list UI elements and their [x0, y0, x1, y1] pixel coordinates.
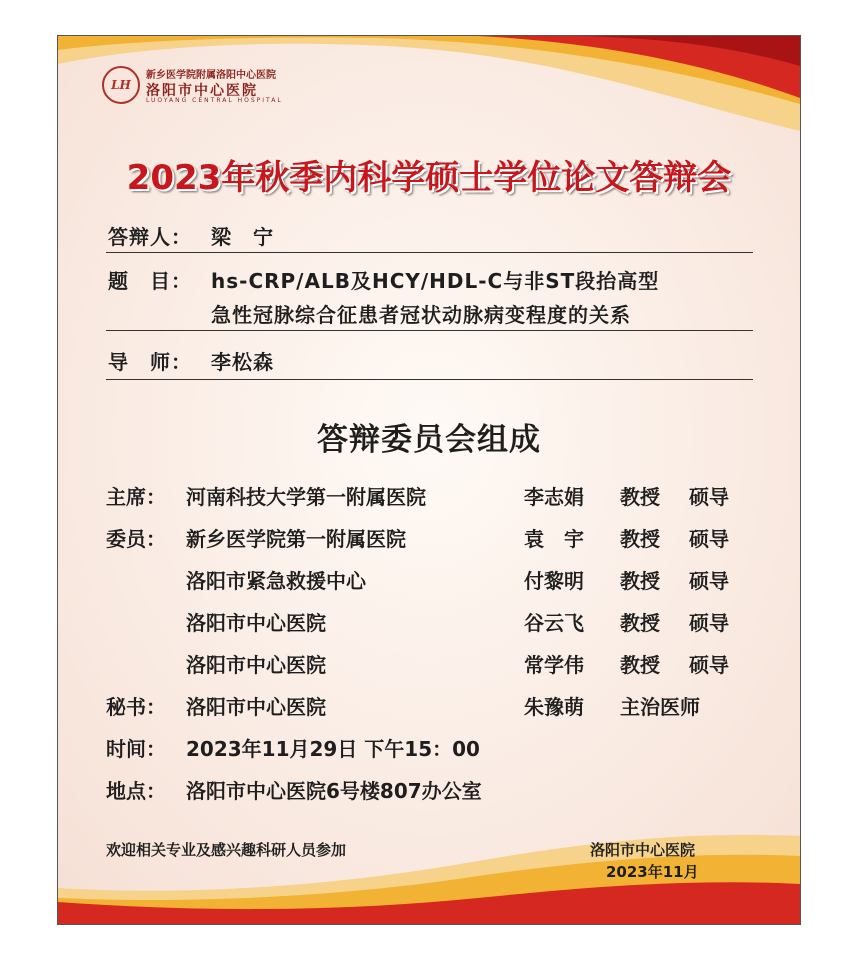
member-organization: 新乡医学院第一附属医院	[186, 527, 406, 551]
divider-1	[106, 252, 753, 253]
divider-3	[106, 379, 753, 380]
topic-line-2: 急性冠脉综合征患者冠状动脉病变程度的关系	[211, 303, 631, 327]
logo-text-line2: 洛阳市中心医院	[146, 83, 258, 99]
time-label: 时间：	[106, 737, 166, 761]
member-name: 袁 宇	[524, 527, 584, 551]
defender-label: 答辩人：	[108, 225, 192, 249]
committee-heading: 答辩委员会组成	[317, 422, 541, 458]
member-role: 主席：	[106, 485, 166, 509]
member-organization: 河南科技大学第一附属医院	[186, 485, 426, 509]
member-supervisor-title: 硕导	[689, 611, 729, 635]
member-supervisor-title: 硕导	[689, 527, 729, 551]
location-value: 洛阳市中心医院6号楼807办公室	[186, 779, 482, 803]
member-name: 李志娟	[524, 485, 584, 509]
member-title: 教授	[620, 611, 660, 635]
member-supervisor-title: 硕导	[689, 485, 729, 509]
member-supervisor-title: 硕导	[689, 653, 729, 677]
topic-label: 题 目：	[108, 269, 192, 293]
advisor-label: 导 师：	[108, 350, 192, 374]
member-role: 委员：	[106, 527, 166, 551]
logo-text-line1: 新乡医学院附属洛阳中心医院	[146, 70, 276, 81]
topic-line-1: hs-CRP/ALB及HCY/HDL-C与非ST段抬高型	[211, 269, 660, 293]
time-value: 2023年11月29日 下午15：00	[186, 737, 480, 761]
member-organization: 洛阳市中心医院	[186, 611, 326, 635]
advisor-name: 李松森	[211, 350, 274, 374]
logo-text-line3: LUOYANG CENTRAL HOSPITAL	[146, 97, 283, 104]
member-role: 秘书：	[106, 695, 166, 719]
member-title: 教授	[620, 485, 660, 509]
member-organization: 洛阳市中心医院	[186, 695, 326, 719]
poster	[57, 35, 801, 925]
hospital-logo-icon: LH	[102, 66, 140, 104]
location-label: 地点：	[106, 779, 166, 803]
member-title: 教授	[620, 527, 660, 551]
poster-title: 2023年秋季内科学硕士学位论文答辩会	[126, 158, 732, 198]
member-name: 谷云飞	[524, 611, 584, 635]
member-name: 朱豫萌	[524, 695, 584, 719]
divider-2	[106, 330, 753, 331]
member-name: 常学伟	[524, 653, 584, 677]
member-organization: 洛阳市中心医院	[186, 653, 326, 677]
defender-name: 梁 宁	[211, 225, 274, 249]
member-organization: 洛阳市紧急救援中心	[186, 569, 366, 593]
member-supervisor-title: 硕导	[689, 569, 729, 593]
member-title: 教授	[620, 653, 660, 677]
member-title: 教授	[620, 569, 660, 593]
footer-organization: 洛阳市中心医院	[590, 841, 696, 859]
welcome-note: 欢迎相关专业及感兴趣科研人员参加	[106, 841, 347, 859]
footer-date: 2023年11月	[606, 863, 699, 881]
member-title: 主治医师	[620, 695, 700, 719]
member-name: 付黎明	[524, 569, 584, 593]
